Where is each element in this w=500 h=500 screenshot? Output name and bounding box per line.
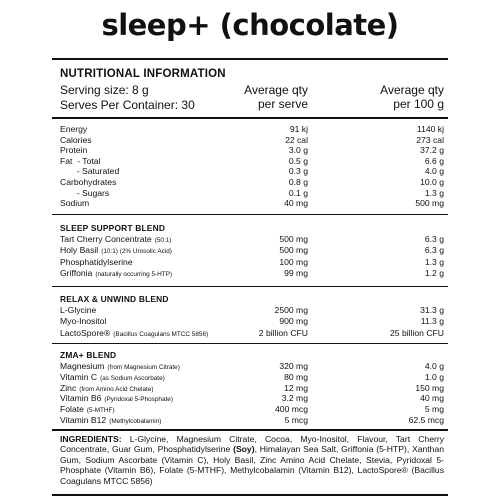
value-per-100g: 6.3 g [424,234,444,244]
row-label [60,268,172,280]
row-label [60,188,109,198]
value-per-serve: 91 kj [289,124,308,134]
row-label-text: Folate [60,404,84,415]
row-label-text: Energy [60,124,88,134]
row-label [60,166,119,176]
value-per-serve: 100 mg [279,256,308,267]
table-row [52,316,448,326]
value-per-100g: 1140 kj [416,124,444,134]
value-per-serve: 0.3 g [288,166,308,177]
row-label [60,328,208,340]
row-note: (from Amino Acid Chelate) [79,385,154,393]
serving-size: Serving size: 8 g [60,83,149,97]
table-row [52,415,448,425]
row-label-text: Fat - Total [60,155,101,166]
row-label-text: LactoSpore® [60,327,111,338]
row-label [60,234,171,246]
table-row [52,177,448,187]
value-per-serve: 5 mcg [284,415,308,425]
row-note: (from Magnesium Citrate) [107,364,180,371]
row-label [60,135,92,145]
table-row [52,383,448,393]
divider [52,429,448,431]
value-per-serve: 2 billion CFU [258,327,308,338]
table-row [52,245,448,255]
row-label-text: Myo-Inositol [60,316,107,327]
value-per-100g: 6.6 g [424,155,444,166]
value-per-100g: 10.0 g [420,177,444,187]
table-row [52,145,448,155]
value-per-100g: 11.3 g [420,316,444,327]
table-row [52,234,448,244]
product-title: sleep+ (chocolate) [101,8,399,42]
value-per-serve: 0.1 g [288,187,308,198]
table-row [52,268,448,278]
value-per-100g: 273 cal [416,134,444,145]
col1-line1: Average qty [244,83,308,97]
table-row [52,156,448,166]
value-per-100g: 4.0 g [424,166,444,177]
value-per-serve: 0.5 g [288,155,308,166]
value-per-100g: 500 mg [415,198,444,209]
panel-heading: NUTRITIONAL INFORMATION [60,68,226,80]
row-label-text: Vitamin C [60,371,98,382]
column-per-100g-header [380,83,444,111]
value-per-serve: 40 mg [284,198,308,209]
value-per-100g: 1.3 g [424,256,444,267]
value-per-serve: 3.2 mg [281,393,308,404]
nutrition-panel [52,58,448,496]
table-row [52,372,448,382]
value-per-serve: 3.0 g [288,145,308,156]
value-per-serve: 320 mg [279,361,308,371]
value-per-serve: 900 mg [279,316,308,327]
row-label-text: Holy Basil [60,245,99,256]
row-label [60,257,133,267]
col2-line2: per 100 g [393,97,444,111]
table-row [52,188,448,198]
value-per-100g: 1.0 g [424,371,444,382]
row-note: (naturally occurring 5-HTP) [95,270,173,278]
table-row [52,198,448,208]
divider [52,343,448,344]
table-row [52,135,448,145]
row-label-text: Vitamin B6 [60,393,102,404]
row-label [60,245,172,257]
table-row [52,166,448,176]
zma-blend-heading: ZMA+ BLEND [60,350,117,360]
row-label-text: Magnesium [60,361,105,371]
table-row [52,404,448,414]
allergen-soy: (Soy) [233,444,255,455]
value-per-serve: 12 mg [284,382,308,393]
value-per-serve: 500 mg [279,234,308,244]
divider [52,117,448,119]
table-row [52,305,448,315]
value-per-serve: 99 mg [284,267,308,278]
row-label [60,124,87,134]
ingredients-part-a: L-Glycine, Magnesium Citrate, Cocoa, Myo-Inositol, Flavour, Tart Cherry Concentrate, Guar Gum, Phosphatidylserine [60,434,445,455]
row-label [60,415,161,427]
row-label [60,177,116,187]
table-row [52,328,448,338]
row-note: (Methylcobalamin) [109,418,162,425]
row-label-text: Protein [60,145,88,156]
table-row [52,124,448,134]
row-label-text: Phosphatidylserine [60,256,133,267]
ingredients-label: INGREDIENTS: [60,434,122,444]
divider [52,214,448,215]
serves-per-container: Serves Per Container: 30 [60,98,195,112]
ingredients-text [60,434,444,486]
row-label-text: Carbohydrates [60,177,117,187]
value-per-100g: 62.5 mcg [408,415,444,425]
row-label [60,156,100,166]
table-row [52,361,448,371]
value-per-100g: 4.0 g [424,361,444,371]
row-note: (Bacillus Coagulans MTCC 5856) [113,330,209,338]
row-label [60,145,87,155]
row-label-text: Tart Cherry Concentrate [60,234,152,244]
table-row [52,393,448,403]
row-label-text: - Sugars [60,187,110,198]
row-note: (Pyridoxal 5-Phosphate) [104,396,173,404]
value-per-100g: 6.3 g [424,245,444,256]
value-per-100g: 1.2 g [424,267,444,278]
column-per-serve-header [244,83,308,111]
value-per-serve: 80 mg [284,371,308,382]
sleep-blend-heading: SLEEP SUPPORT BLEND [60,223,166,233]
row-label-text: Sodium [60,198,90,209]
value-per-serve: 22 cal [285,134,308,145]
row-label-text: - Saturated [60,166,120,177]
row-note: (5-MTHF) [86,407,115,415]
value-per-100g: 25 billion CFU [390,327,444,338]
divider [52,286,448,287]
table-row [52,257,448,267]
col2-line1: Average qty [380,83,444,97]
value-per-100g: 31.3 g [420,305,444,315]
ingredients-part-b: , Himalayan Sea Salt, Griffonia (5-HTP), Xanthan Gum, Sodium Ascorbate (Vitamin C), Holy Basil, Zinc Amino Acid Chelate, Stevia, Pyridoxal 5-Phosphate (Vitamin B6), Folate (5-MTHF), Methylcobalamin (Vitamin B12), LactoSpore® (Bacillus Coagulans MTCC 5856) [60,444,445,486]
value-per-100g: 1.3 g [424,187,444,198]
relax-blend-heading: RELAX & UNWIND BLEND [60,294,169,304]
row-note: (as Sodium Ascorbate) [100,374,165,382]
row-label-text: Griffonia [60,267,93,278]
value-per-serve: 500 mg [279,245,308,256]
value-per-serve: 2500 mg [274,305,308,315]
col1-line2: per serve [257,97,308,111]
row-label [60,198,89,208]
row-label-text: L-Glycine [60,305,97,315]
value-per-serve: 400 mcg [275,404,308,415]
row-label-text: Calories [60,134,92,145]
value-per-100g: 5 mg [424,404,444,415]
value-per-100g: 40 mg [420,393,444,404]
value-per-100g: 37.2 g [420,145,444,156]
row-label-text: Zinc [60,382,77,393]
value-per-100g: 150 mg [415,382,444,393]
row-label [60,305,96,315]
row-label [60,316,106,326]
row-note: (10:1) (2% Urosolic Acid) [101,248,172,256]
value-per-serve: 0.8 g [288,177,308,187]
row-note: (50:1) [154,237,172,244]
row-label-text: Vitamin B12 [60,415,107,425]
